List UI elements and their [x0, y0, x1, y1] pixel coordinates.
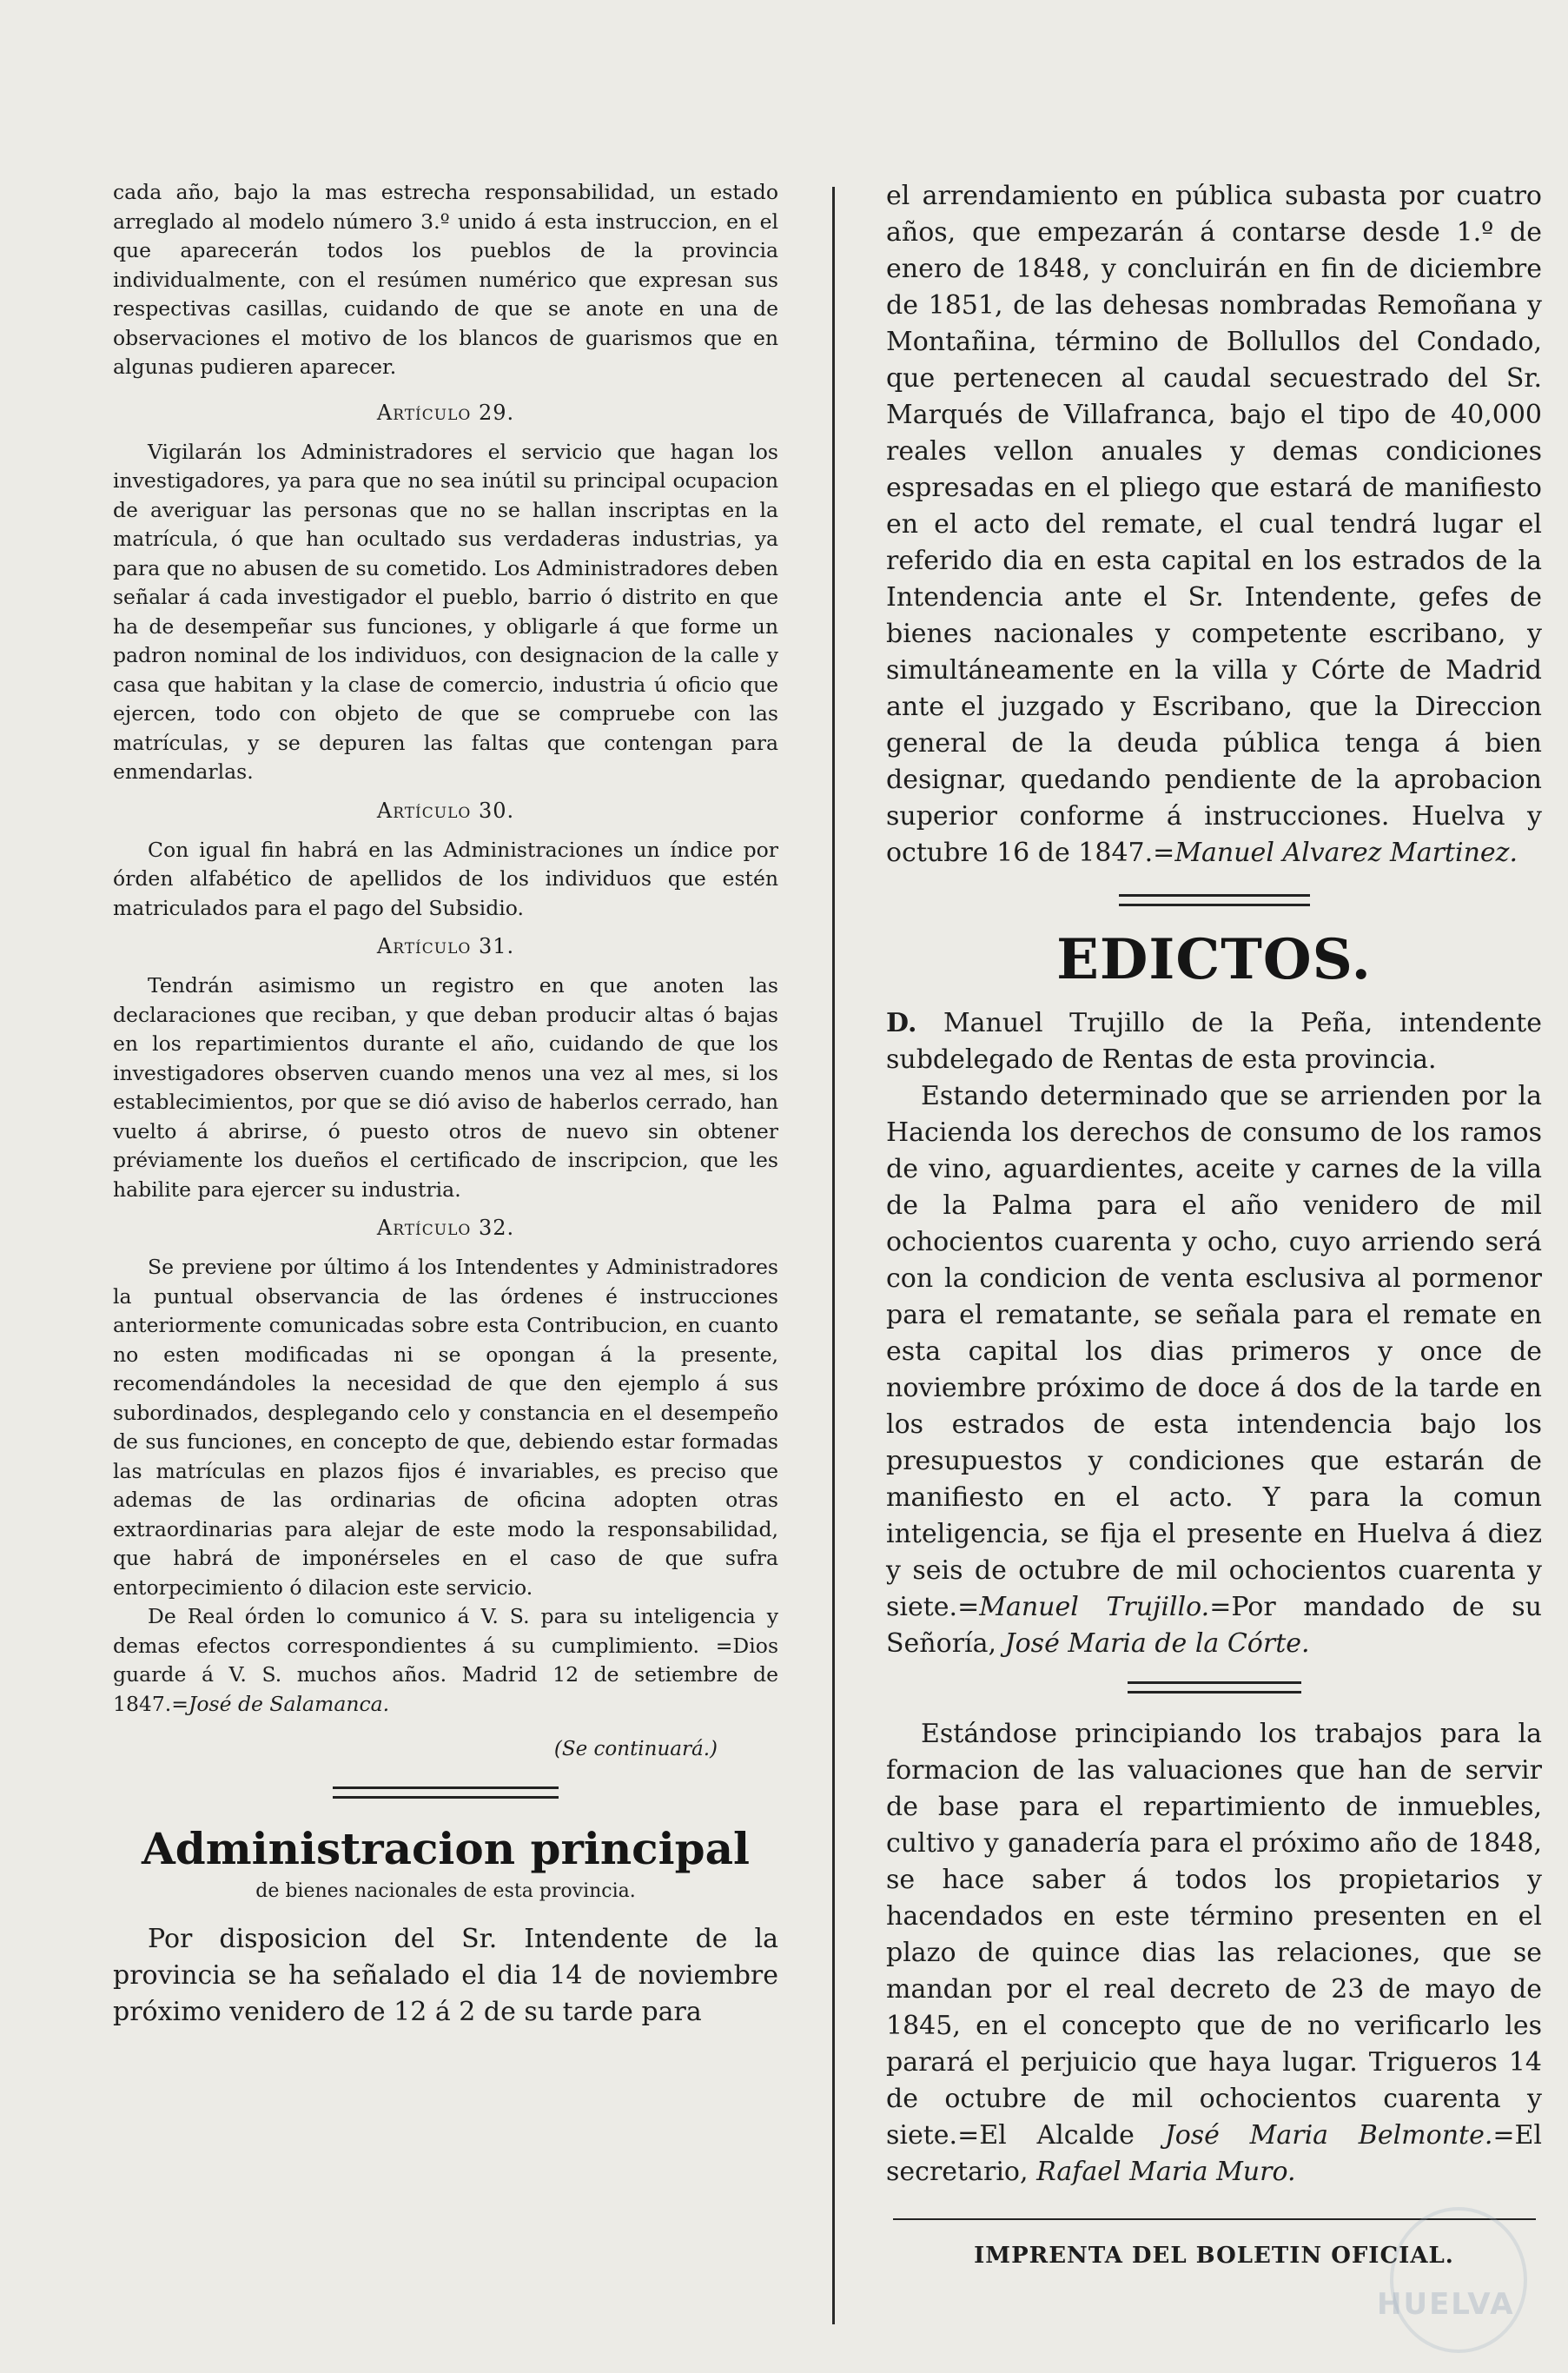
to-be-continued: (Se continuará.) — [553, 1738, 718, 1760]
intro-paragraph: cada año, bajo la mas estrecha responsabilidad, un estado arreglado al modelo número 3.º unido á esta instruccion, en el que aparecerán todos los pueblos de la provincia individualmente, con el resúmen numérico que expresan sus respectivas casillas, cuidando de que se anote en una de observaciones el motivo de los blancos de guarismos que en algunas pudieren aparecer. — [113, 180, 778, 379]
article-30-heading: Artículo 30. — [376, 798, 515, 823]
section-divider — [1119, 894, 1310, 906]
archive-watermark: HUELVA — [1377, 2287, 1515, 2322]
edict-2-secretary: =El secretario, — [886, 2120, 1542, 2187]
auction-text: el arrendamiento en pública subasta por cuatro años, que empezarán á contarse desde 1.º de enero de 1848, y concluirán en fin de diciembre de 1851, de las dehesas nombradas Remoñana y Montañina, término de Bollullos del Condado, que pertenecen al caudal secuestrado del Sr. Marqués de Villafranca, bajo el tipo de 40,000 reales vellon anuales y demas condiciones espresadas en el pliego que estará de manifiesto en el acto del remate, el cual tendrá lugar el referido dia en esta capital en los estrados de la Intendencia ante el Sr. Intendente, gefes de bienes nacionales y competente escribano, y simultáneamente en la villa y Córte de Madrid ante el juzgado y Escribano, que la Direccion general de la deuda pública tenga á bien designar, quedando pendiente de la aprobacion superior conforme á instrucciones. Huelva y octubre 16 de 1847.= — [886, 181, 1542, 868]
edict-2-signature-2: Rafael Maria Muro. — [1036, 2157, 1296, 2187]
admin-paragraph: Por disposicion del Sr. Intendente de la provincia se ha señalado el dia 14 de noviembre próximo venidero de 12 á 2 de su tarde para — [113, 1924, 778, 2027]
article-29-heading: Artículo 29. — [376, 400, 515, 425]
right-column — [886, 178, 1542, 2269]
edict-1-heading — [886, 1005, 1542, 1078]
archive-seal — [1390, 2207, 1527, 2353]
edictos-heading: EDICTOS. — [1056, 927, 1372, 992]
article-29-text: Vigilarán los Administradores el servicio que hagan los investigadores, ya para que no sea inútil su principal ocupacion de averiguar las personas que no se hallan inscriptas en la matrícula, ó que han ocultado sus verdaderas industrias, ya para que no abusen de su cometido. Los Administradores deben señalar á cada investigador el pueblo, barrio ó distrito en que ha de desempeñar sus funciones, y obligarle á que forme un padron nominal de los individuos, con designacion de la calle y casa que habitan y la clase de comercio, industria ú oficio que ejercen, todo con objeto de que se compruebe con las matrículas, y se depuren las faltas que contengan para enmendarlas. — [113, 439, 778, 784]
section-divider — [333, 1786, 559, 1799]
article-31-text: Tendrán asimismo un registro en que anoten las declaraciones que reciban, y que deban producir altas ó bajas en los repartimientos durante el año, cuidando de que los investigadores observen cuando menos una vez al mes, si los establecimientos, por que se dió aviso de haberlos cerrado, han vuelto á abrirse, ó puesto otros de nuevo sin obtener préviamente los dueños el certificado de inscripcion, que les habilite para ejercer su industria. — [113, 973, 778, 1202]
closing-signature: José de Salamanca. — [188, 1691, 390, 1716]
article-30-text: Con igual fin habrá en las Administraciones un índice por órden alfabético de apellidos de los individuos que estén matriculados para el pago del Subsidio. — [113, 837, 778, 920]
edict-1-text — [886, 1078, 1542, 1662]
article-31-heading: Artículo 31. — [376, 934, 515, 958]
article-32-text: Se previene por último á los Intendentes y Administradores la puntual observancia de las órdenes é instrucciones anteriormente comunicadas sobre esta Contribucion, en cuanto no esten modificadas ni se opongan á la presente, recomendándoles la necesidad de que den ejemplo á sus subordinados, desplegando celo y constancia en el desempeño de sus funciones, en concepto de que, debiendo estar formadas las matrículas en plazos fijos é invariables, es preciso que ademas de las ordinarias de oficina adopten otras extraordinarias para alejar de este modo la responsabilidad, que habrá de imponérseles en el caso de que sufra entorpecimiento ó dilacion este servicio. — [113, 1255, 778, 1600]
edict-1-dropcap: D. — [886, 1008, 917, 1038]
imprenta-footer: IMPRENTA DEL BOLETIN OFICIAL. — [974, 2243, 1454, 2269]
auction-continuation — [886, 178, 1542, 872]
edict-2-signature-1: José Maria Belmonte. — [1164, 2120, 1493, 2151]
closing-text: De Real órden lo comunico á V. S. para su inteligencia y demas efectos correspondientes á su cumplimiento. =Dios guarde á V. S. muchos años. Madrid 12 de setiembre de 1847.= — [113, 1604, 778, 1716]
section-divider — [1128, 1681, 1301, 1694]
royal-order-closing — [113, 1602, 778, 1719]
article-32-heading: Artículo 32. — [376, 1216, 515, 1240]
edict-2-text — [886, 1716, 1542, 2191]
edict-2-body: Estándose principiando los trabajos para la formacion de las valuaciones que han de servir de base para el repartimiento de inmuebles, cultivo y ganadería para el próximo año de 1848, se hace saber á todos los propietarios y hacendados en este término presenten en el plazo de quince dias las relaciones, que se mandan por el real decreto de 23 de mayo de 1845, en el concepto que de no verificarlo les parará el perjuicio que haya lugar. Trigueros 14 de octubre de mil ochocientos cuarenta y siete.=El Alcalde — [886, 1719, 1542, 2151]
edict-1-signature-2: José Maria de la Córte. — [1004, 1628, 1310, 1659]
left-column — [113, 178, 778, 2031]
edict-1-signature-1: Manuel Trujillo. — [979, 1592, 1210, 1622]
edict-1-heading-text: Manuel Trujillo de la Peña, intendente subdelegado de Rentas de esta provincia. — [886, 1008, 1542, 1075]
edict-1-mandate: =Por mandado de su Señoría, — [886, 1592, 1542, 1659]
admin-subheading: de bienes nacionales de esta provincia. — [255, 1880, 636, 1902]
edict-1-body: Estando determinado que se arrienden por la Hacienda los derechos de consumo de los ramos de vino, aguardientes, aceite y carnes de la villa de la Palma para el año venidero de mil ochocientos cuarenta y ocho, cuyo arriendo será con la condicion de venta esclusiva al pormenor para el rematante, se señala para el remate en esta capital los dias primeros y once de noviembre próximo de doce á dos de la tarde en los estrados de esta intendencia bajo los presupuestos y condiciones que estarán de manifiesto en el acto. Y para la comun inteligencia, se fija el presente en Huelva á diez y seis de octubre de mil ochocientos cuarenta y siete.= — [886, 1081, 1542, 1622]
auction-signature: Manuel Alvarez Martinez. — [1174, 838, 1518, 868]
admin-heading: Administracion principal — [142, 1823, 750, 1874]
column-divider — [832, 187, 835, 2324]
